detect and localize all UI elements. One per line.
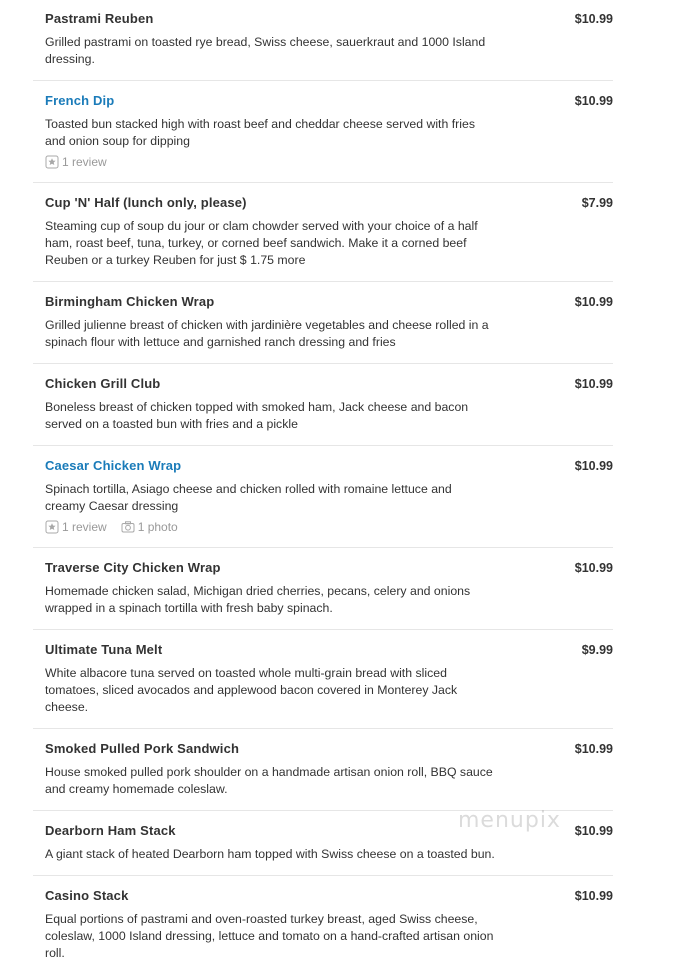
item-name: Dearborn Ham Stack	[45, 823, 176, 838]
menu-item	[33, 729, 613, 811]
item-price: $10.99	[574, 94, 613, 108]
item-price: $10.99	[574, 889, 613, 903]
item-meta	[45, 154, 601, 170]
photos-count: 1 photo	[137, 520, 178, 534]
item-price: $9.99	[581, 643, 613, 657]
item-price: $10.99	[574, 824, 613, 838]
item-description: Spinach tortilla, Asiago cheese and chicken rolled with romaine lettuce and creamy Caesar dressing	[45, 482, 452, 513]
item-name: Casino Stack	[45, 888, 129, 903]
menu-item	[33, 81, 613, 183]
item-description: Boneless breast of chicken topped with smoked ham, Jack cheese and bacon served on a toasted bun with fries and a pickle	[45, 400, 469, 431]
item-description: Grilled julienne breast of chicken with jardinière vegetables and cheese rolled in a spinach flour with lettuce and garnished ranch dressing and fries	[45, 318, 489, 349]
reviews-count: 1 review	[62, 520, 107, 534]
item-description: A giant stack of heated Dearborn ham topped with Swiss cheese on a toasted bun.	[45, 847, 495, 861]
menu-item	[33, 811, 613, 876]
item-description: White albacore tuna served on toasted whole multi-grain bread with sliced tomatoes, sliced avocados and applewood bacon covered in Monterey Jack cheese.	[45, 666, 458, 714]
menu-item	[33, 446, 613, 548]
item-name: Smoked Pulled Pork Sandwich	[45, 741, 240, 756]
photos-link[interactable]	[121, 520, 178, 534]
reviews-link[interactable]	[45, 155, 107, 169]
menu-item	[33, 0, 613, 81]
star-badge-icon	[45, 520, 59, 534]
item-description: House smoked pulled pork shoulder on a handmade artisan onion roll, BBQ sauce and creamy homemade coleslaw.	[45, 765, 493, 796]
item-price: $10.99	[574, 377, 613, 391]
item-description: Toasted bun stacked high with roast beef and cheddar cheese served with fries and onion soup for dipping	[45, 117, 475, 148]
item-meta	[45, 519, 601, 535]
item-description: Steaming cup of soup du jour or clam chowder served with your choice of a half ham, roast beef, tuna, turkey, or corned beef sandwich. Make it a corned beef Reuben or a turkey Reuben for just $ 1.75 more	[45, 219, 478, 267]
watermark-logo: menupix	[458, 808, 561, 833]
item-name-link[interactable]: French Dip	[45, 93, 115, 108]
star-badge-icon	[45, 155, 59, 169]
item-price: $10.99	[574, 561, 613, 575]
menu-item	[33, 282, 613, 364]
item-price: $10.99	[574, 12, 613, 26]
item-price: $10.99	[574, 295, 613, 309]
reviews-count: 1 review	[62, 155, 107, 169]
item-description: Equal portions of pastrami and oven-roasted turkey breast, aged Swiss cheese, coleslaw, 1000 Island dressing, lettuce and tomato on a hand-crafted artisan onion roll.	[45, 912, 494, 960]
menu-item	[33, 876, 613, 974]
item-price: $7.99	[581, 196, 613, 210]
item-price: $10.99	[574, 742, 613, 756]
menu-item	[33, 364, 613, 446]
item-name: Traverse City Chicken Wrap	[45, 560, 221, 575]
reviews-link[interactable]	[45, 520, 107, 534]
item-description: Grilled pastrami on toasted rye bread, Swiss cheese, sauerkraut and 1000 Island dressing.	[45, 35, 486, 66]
item-name: Pastrami Reuben	[45, 11, 154, 26]
menu-list	[33, 0, 613, 974]
item-name: Birmingham Chicken Wrap	[45, 294, 215, 309]
menu-item	[33, 548, 613, 630]
item-name: Ultimate Tuna Melt	[45, 642, 163, 657]
menu-item	[33, 183, 613, 282]
menu-item	[33, 630, 613, 729]
item-description: Homemade chicken salad, Michigan dried cherries, pecans, celery and onions wrapped in a spinach tortilla with fresh baby spinach.	[45, 584, 471, 615]
item-name-link[interactable]: Caesar Chicken Wrap	[45, 458, 182, 473]
item-name: Cup 'N' Half (lunch only, please)	[45, 195, 247, 210]
camera-icon	[121, 520, 135, 534]
item-name: Chicken Grill Club	[45, 376, 161, 391]
item-price: $10.99	[574, 459, 613, 473]
